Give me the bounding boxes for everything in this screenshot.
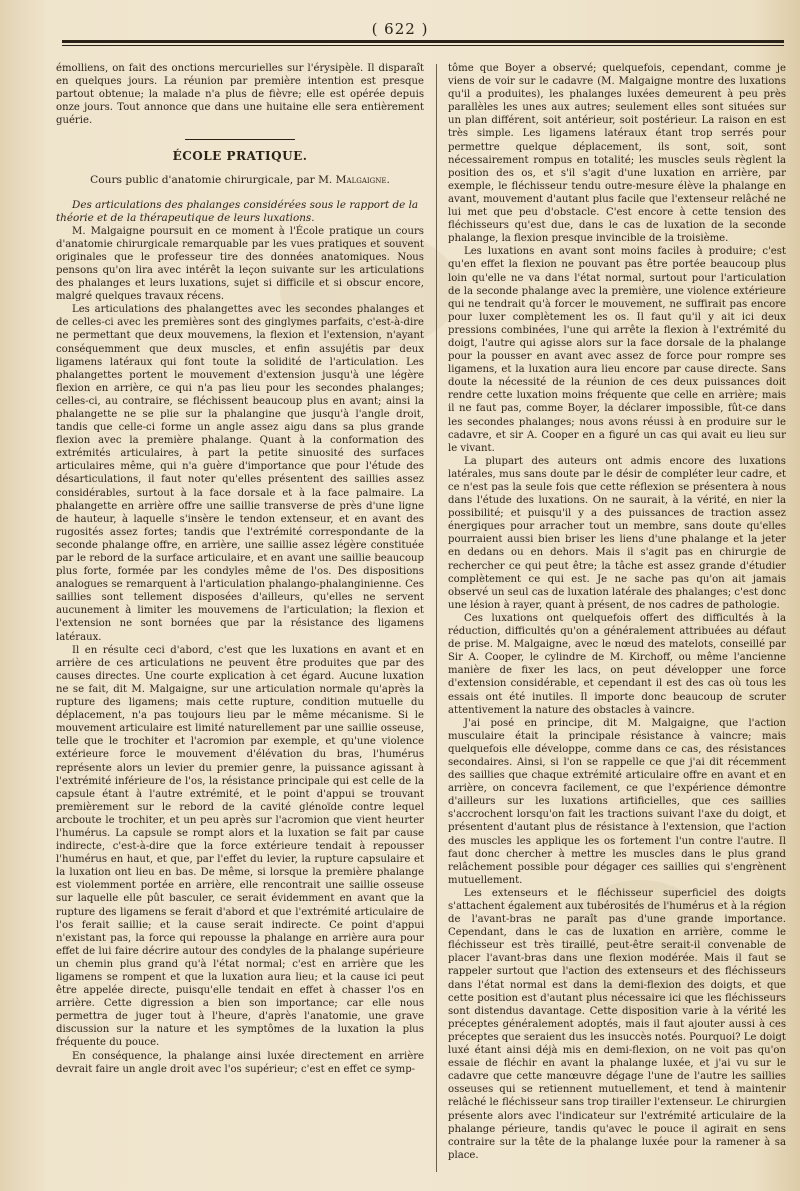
- intro-paragraph: émolliens, on fait des onctions mercurielles sur l'érysipèle. Il disparaît en quelques jours. La réunion par première intention est presque partout obtenue; la malade n'a plus de fièvre; elle est opérée depuis onze jours. Tout annonce que dans une huitaine elle sera entièrement guérie.: [56, 63, 424, 127]
- left-column: [56, 62, 424, 1076]
- header-rule: [62, 40, 784, 46]
- article-subtitle: Des articulations des phalanges considérées sous le rapport de la théorie et de la thérapeutique de leurs luxations.: [56, 198, 419, 224]
- body-paragraph: M. Malgaigne poursuit en ce moment à l'École pratique un cours d'anatomie chirurgicale remarquable par les vues pratiques et souvent originales que le professeur tire des données anatomiques. Nous pensons qu'on lira avec intérêt la leçon suivante sur les articulations des phalanges et leurs luxations, sujet si difficile et si obscur encore, malgré quelques travaux récens.: [56, 225, 424, 303]
- page-number: ( 622 ): [371, 20, 429, 38]
- right-column: [448, 62, 786, 1162]
- body-paragraph: En conséquence, la phalange ainsi luxée directement en arrière devrait faire un angle droit avec l'os supérieur; c'est en effet ce symp-: [56, 1050, 424, 1075]
- section-rule: [185, 139, 295, 140]
- column-divider: [436, 64, 437, 1172]
- body-paragraph: La plupart des auteurs ont admis encore des luxations latérales, mus sans doute par le désir de compléter leur cadre, et ce n'est pas la seule fois que cette réflexion se présentera à nous dans l'étude des luxations. On ne saurait, à la vérité, en nier la possibilité; et puisqu'il y a des puissances de traction assez énergiques pour arracher tout un membre, sans doute qu'elles pourraient aussi bien briser les liens d'une phalange et la jeter en dedans ou en dehors. Mais il s'agit pas en chirurgie de rechercher ce qui peut être; la tâche est assez grande d'étudier complètement ce qui est. Je ne sache pas qu'on ait jamais observé un seul cas de luxation latérale des phalanges; c'est donc une lésion à rayer, quant à présent, de nos cadres de pathologie.: [448, 455, 786, 611]
- course-prefix: Cours public d'anatomie chirurgicale, par M.: [90, 173, 333, 186]
- course-author: Malgaigne.: [335, 173, 390, 186]
- course-line: [56, 174, 424, 187]
- body-paragraph: Les extenseurs et le fléchisseur superficiel des doigts s'attachent également aux tubérosités de l'humérus et à la région de l'avant-bras ne paraît pas d'une grande importance. Cependant, dans le cas de luxation en arrière, comme le fléchisseur est très tiraillé, peut-être serait-il convenable de placer l'avant-bras dans une flexion modérée. Mais il faut se rappeler surtout que l'action des extenseurs et des fléchisseurs dans l'état normal est dans la demi-flexion des doigts, et que cette position est d'autant plus nécessaire ici que les fléchisseurs sont distendus davantage. Cette disposition varie à la vérité les préceptes généralement adoptés, mais il faut ajouter aussi à ces préceptes que seraient dus les insuccès notés. Pourquoi? Le doigt luxé étant ainsi déjà mis en demi-flexion, on ne voit pas qu'on essaie de fléchir en avant la phalange luxée, et j'ai vu sur le cadavre que cette manœuvre dégage l'une de l'autre les saillies osseuses qui se retiennent mutuellement, et tend à maintenir relâché le fléchisseur sans trop tirailler l'extenseur. Le chirurgien présente alors avec l'indicateur sur l'extrémité articulaire de la phalange périeure, tandis qu'avec le pouce il agirait en sens contraire sur la tête de la phalange luxée pour la ramener à sa place.: [448, 887, 786, 1161]
- body-paragraph: J'ai posé en principe, dit M. Malgaigne, que l'action musculaire était la principale résistance à vaincre; mais quelquefois elle développe, comme dans ce cas, des résistances secondaires. Ainsi, si l'on se rappelle ce que j'ai dit récemment des saillies que chaque extrémité articulaire offre en avant et en arrière, on concevra facilement, ce que l'expérience démontre d'ailleurs sur les luxations artificielles, que ces saillies s'accrochent lorsqu'on fait les tractions suivant l'axe du doigt, et présentent d'autant plus de résistance à l'extension, que l'action des muscles les applique les os fortement l'un contre l'autre. Il faut donc chercher à mettre les muscles dans le plus grand relâchement possible pour dégager ces saillies qui s'engrènent mutuellement.: [448, 717, 786, 886]
- body-paragraph: tôme que Boyer a observé; quelquefois, cependant, comme je viens de voir sur le cadavre (M. Malgaigne montre des luxations qu'il a produites), les phalanges luxées demeurent à peu près parallèles les unes aux autres; seulement elles sont situées sur un plan différent, soit antérieur, soit postérieur. La raison en est très simple. Les ligamens latéraux étant trop serrés pour permettre quelque déplacement, ils sont, soit, sont nécessairement rompus en totalité; les muscles seuls règlent la position des os, et s'il s'agit d'une luxation en arrière, par exemple, le fléchisseur tendu outre-mesure élève la phalange en avant, mouvement d'autant plus facile que l'extenseur relâché ne lui met que peu d'obstacle. C'est encore à cette tension des fléchisseurs qu'est due, dans le cas de luxation de la seconde phalange, la flexion presque invincible de la troisième.: [448, 63, 786, 245]
- section-title: ÉCOLE PRATIQUE.: [172, 149, 308, 164]
- body-paragraph: Les articulations des phalangettes avec les secondes phalanges et de celles-ci avec les premières sont des ginglymes parfaits, c'est-à-dire ne permettant que deux mouvemens, la flexion et l'extension, n'ayant conséquemment que deux muscles, et enfin assujétis par deux ligamens latéraux qui font toute la solidité de l'articulation. Les phalangettes portent le mouvement d'extension jusqu'à une légère flexion en arrière, ce qui n'a pas lieu pour les secondes phalanges; celles-ci, au contraire, se fléchissent beaucoup plus en avant; ainsi la phalangette ne se plie sur la phalangine que jusqu'à l'angle droit, tandis que celle-ci forme un angle assez aigu dans sa plus grande flexion avec la première phalange. Quant à la conformation des extrémités articulaires, à part la petite sinuosité des surfaces articulaires même, qui n'a guère d'importance que pour l'étude des désarticulations, il faut noter qu'elles présentent des saillies assez considérables, surtout à la face dorsale et à la face palmaire. La phalangette en arrière offre une saillie transverse de près d'une ligne de hauteur, à laquelle s'insère le tendon extenseur, et en avant des rugosités assez fortes; tandis que l'extrémité correspondante de la seconde phalange offre, en arrière, une saillie assez légère constituée par le rebord de la surface articulaire, et en avant une saillie beaucoup plus forte, formée par les condyles même de l'os. Des dispositions analogues se remarquent à l'articulation phalango-phalanginienne. Ces saillies sont tellement disposées d'ailleurs, qu'elles ne servent aucunement à limiter les mouvemens de l'articulation; la flexion et l'extension ne sont bornées que par la résistance des ligamens latéraux.: [56, 304, 424, 643]
- body-paragraph: Ces luxations ont quelquefois offert des difficultés à la réduction, difficultés qu'on a généralement attribuées au défaut de prise. M. Malgaigne, avec le nœud des matelots, conseillé par Sir A. Cooper, le cylindre de M. Kirchoff, ou même l'ancienne manière de fixer les lacs, on peut développer une force d'extension considérable, et cependant il est des cas où tous les essais ont été inutiles. Il importe donc beaucoup de scruter attentivement la nature des obstacles à vaincre.: [448, 612, 786, 716]
- body-paragraph: Il en résulte ceci d'abord, c'est que les luxations en avant et en arrière de ces articulations ne peuvent être produites que par des causes directes. Une courte explication à cet égard. Aucune luxation ne se fait, dit M. Malgaigne, sur une articulation normale qu'après la rupture des ligamens; mais cette rupture, condition mutuelle du déplacement, n'a pas toujours lieu par le même mécanisme. Si le mouvement articulaire est limité naturellement par une saillie osseuse, telle que le trochiter et l'acromion par exemple, et qu'une violence extérieure force le mouvement d'élévation du bras, l'humérus représente alors un levier du premier genre, la puissance agissant à l'extrémité inférieure de l'os, la résistance principale qui est celle de la capsule étant à l'autre extrémité, et le point d'appui se trouvant premièrement sur le rebord de la cavité glénoïde contre lequel arcboute le trochiter, et un peu après sur l'acromion que vient heurter l'humérus. La capsule se rompt alors et la luxation se fait par cause indirecte, c'est-à-dire que la force extérieure tendait à repousser l'humérus en haut, et que, par l'effet du levier, la rupture capsulaire et la luxation ont lieu en bas. De même, si lorsque la première phalange est violemment portée en arrière, elle rencontrait une saillie osseuse sur laquelle elle pût basculer, ce serait évidemment en avant que la rupture des ligamens se ferait d'abord et que l'extrémité articulaire de l'os ferait saillie; et la cause serait indirecte. Ce point d'appui n'existant pas, la force qui repousse la phalange en arrière aura pour effet de lui faire décrire autour des condyles de la phalange supérieure un chemin plus grand qu'à l'état normal; c'est en arrière que les ligamens se rompent et que la luxation aura lieu; et la cause ici peut être appelée directe, puisqu'elle tendait en effet à chasser l'os en arrière. Cette digression a bien son importance; car elle nous permettra de juger tout à l'heure, d'après l'anatomie, une grave discussion sur la nature et les symptômes de la luxation la plus fréquente du pouce.: [56, 644, 424, 1049]
- body-paragraph: Les luxations en avant sont moins faciles à produire; c'est qu'en effet la flexion ne pouvant pas être portée beaucoup plus loin qu'elle ne va dans l'état normal, surtout pour l'articulation de la seconde phalange avec la première, une violence extérieure qui ne tendrait qu'à forcer le mouvement, ne suffirait pas encore pour luxer complètement les os. Il faut qu'il y ait ici deux pressions combinées, l'une qui arrête la flexion à l'extrémité du doigt, l'autre qui agisse alors sur la face dorsale de la phalange pour la pousser en avant avec assez de force pour rompre ses ligamens, et la luxation aura lieu encore par cause directe. Sans doute la nécessité de la réunion de ces deux puissances doit rendre cette luxation moins fréquente que celle en arrière; mais il ne faut pas, comme Boyer, la déclarer impossible, fût-ce dans les secondes phalanges; nous avons réussi à en produire sur le cadavre, et sir A. Cooper en a figuré un cas qui avait eu lieu sur le vivant.: [448, 246, 786, 454]
